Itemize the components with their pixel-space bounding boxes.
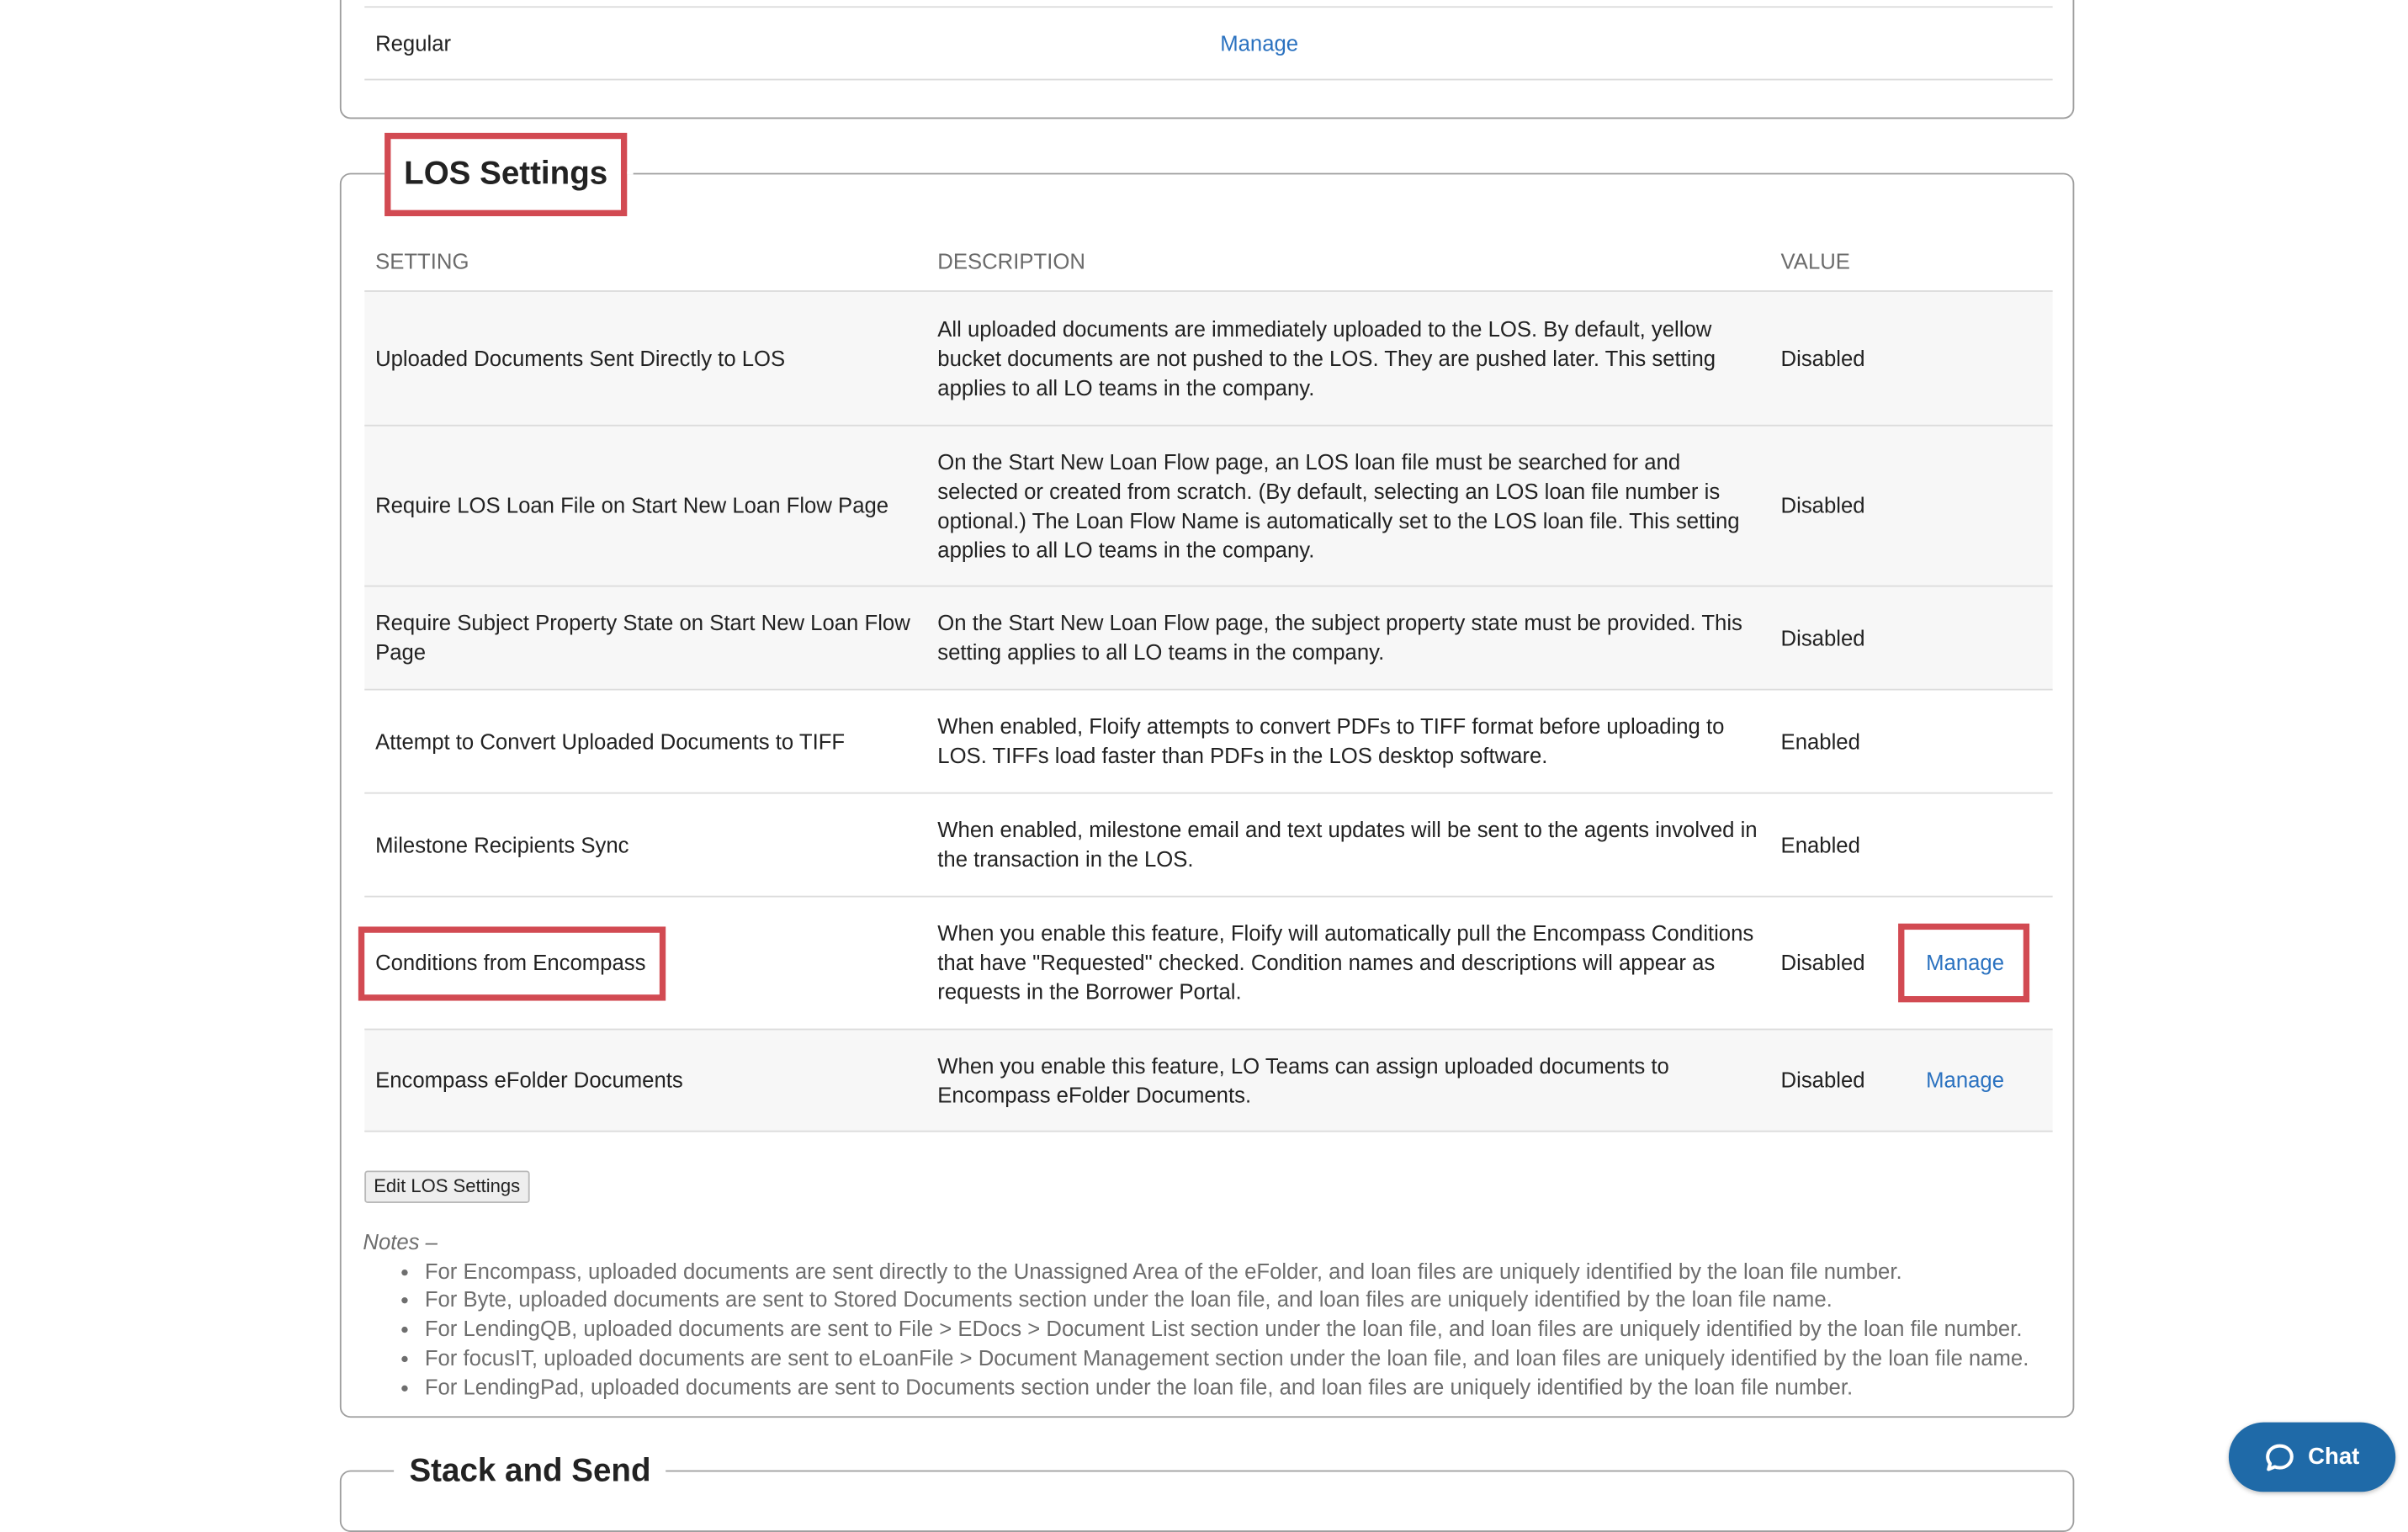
list-item: • For Encompass, uploaded documents are sent directly to the Unassigned Area of the eFolder, and loan files are uniquely identified by the loan file number. [425,1257,2029,1286]
setting-value: Disabled [1780,492,1865,517]
setting-name: Encompass eFolder Documents [375,1067,683,1092]
table-row [364,689,2052,793]
list-item: • For focusIT, uploaded documents are sent to eLoanFile > Document Management section under the loan file, and loan files are uniquely identified by the loan file name. [425,1344,2029,1372]
setting-name: Require LOS Loan File on Start New Loan Flow Page [375,492,889,517]
setting-description: All uploaded documents are immediately uploaded to the LOS. By default, yellow bucket documents are not pushed to the LOS. They are pushed later. This setting applies to all LO teams in the company. [937,315,1716,400]
conditions-manage-link[interactable]: Manage [1926,949,2004,975]
efolder-manage-link[interactable]: Manage [1926,1067,2004,1092]
table-row [364,425,2052,586]
setting-name: Attempt to Convert Uploaded Documents to TIFF [375,728,846,753]
los-settings-title: LOS Settings [385,133,627,216]
setting-description: When enabled, milestone email and text updates will be sent to the agents involved in the transaction in the LOS. [937,817,1758,872]
setting-name: Require Subject Property State on Start New Loan Flow Page [375,610,910,665]
top-section-card [340,0,2074,119]
setting-description: On the Start New Loan Flow page, the subject property state must be provided. This setting applies to all LO teams in the company. [937,610,1742,665]
stack-and-send-title: Stack and Send [394,1452,666,1492]
stack-and-send-card [340,1453,2074,1532]
table-row [364,896,2052,1029]
header-value: VALUE [1780,248,1850,273]
top-row-divider [364,6,2052,8]
los-settings-card [340,156,2074,1418]
table-row [364,586,2052,689]
setting-description: On the Start New Loan Flow page, an LOS loan file must be searched for and selected or created from scratch. (By default, selecting an LOS loan file number is optional.) The Loan Flow Name is automatically set to the LOS loan file. This setting applies to all LO teams in the company. [937,448,1740,562]
list-item: • For Byte, uploaded documents are sent to Stored Documents section under the loan file, and loan files are uniquely identified by the loan file name. [425,1286,2029,1314]
table-row [364,290,2052,425]
setting-name: Uploaded Documents Sent Directly to LOS [375,345,786,370]
chat-label: Chat [2308,1444,2360,1471]
top-row-label: Regular [375,30,452,56]
header-description: DESCRIPTION [937,248,1085,273]
list-item: • For LendingPad, uploaded documents are sent to Documents section under the loan file, and loan files are uniquely identified by the loan file number. [425,1372,2029,1401]
chat-button[interactable] [2229,1423,2395,1492]
table-row [364,1029,2052,1132]
setting-description: When you enable this feature, Floify will automatically pull the Encompass Conditions that have "Requested" checked. Condition names and descriptions will appear as requests in the Borrower Portal. [937,920,1754,1005]
setting-value: Disabled [1780,345,1865,370]
setting-name: Milestone Recipients Sync [375,831,629,856]
notes-list [363,1257,2029,1402]
setting-name: Conditions from Encompass [375,949,646,975]
notes [363,1227,2029,1401]
setting-value: Disabled [1780,949,1865,975]
setting-description: When enabled, Floify attempts to convert PDFs to TIFF format before uploading to LOS. TIFFs load faster than PDFs in the LOS desktop software. [937,713,1725,768]
notes-label: Notes – [363,1229,438,1254]
edit-los-settings-button[interactable]: Edit LOS Settings [364,1170,529,1203]
list-item: • For LendingQB, uploaded documents are sent to File > EDocs > Document List section under the loan file, and loan files are uniquely identified by the loan file number. [425,1314,2029,1343]
header-setting: SETTING [375,248,469,273]
setting-value: Disabled [1780,624,1865,649]
setting-value: Enabled [1780,831,1860,856]
setting-description: When you enable this feature, LO Teams can assign uploaded documents to Encompass eFolder Documents. [937,1052,1669,1107]
top-row-manage-link[interactable]: Manage [1220,30,1299,56]
setting-value: Disabled [1780,1067,1865,1092]
setting-value: Enabled [1780,728,1860,753]
top-row-divider-bottom [364,79,2052,81]
table-row [364,793,2052,896]
chat-bubble-icon [2265,1442,2296,1473]
